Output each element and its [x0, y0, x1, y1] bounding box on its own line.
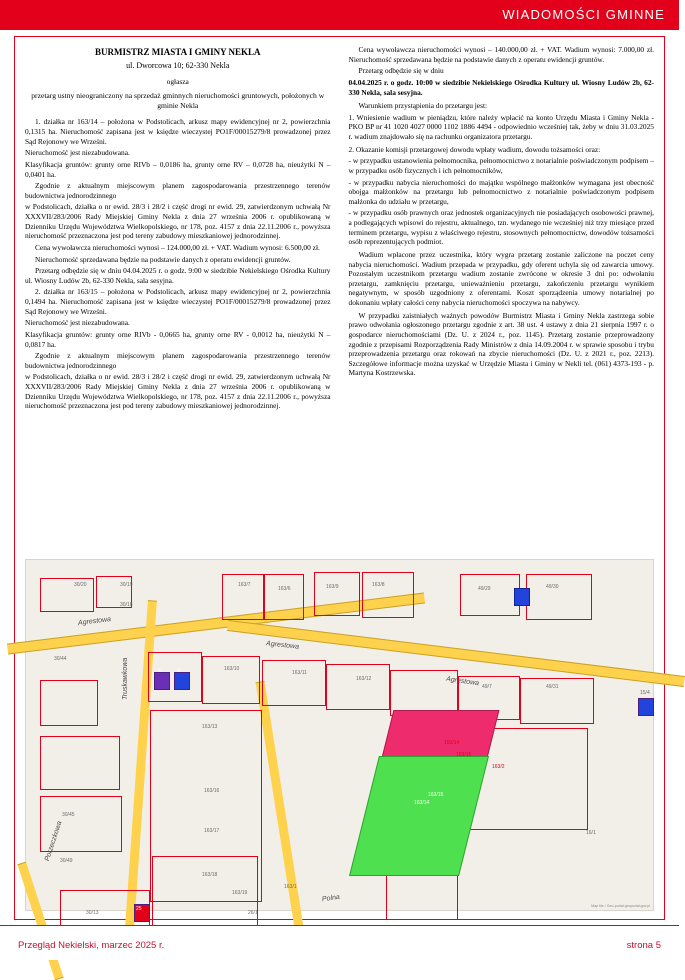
notice-paragraph: Cena wywoławcza nieruchomości wynosi – 124.000,00 zł. + VAT. Wadium wynosi: 6.500,00 zł. — [35, 242, 320, 252]
parcel-label: 163/15 — [428, 792, 444, 798]
parcel-label: 30/18 — [120, 602, 133, 608]
parcel-label: 49/31 — [546, 684, 559, 690]
notice-oglasza: ogłasza — [166, 77, 189, 87]
notice-paragraph: Warunkiem przystąpienia do przetargu jest: — [358, 101, 488, 111]
notice-paragraph: Zgodnie z aktualnym miejscowym planem zagospodarowania przestrzennego terenów budownictwa jednorodzinnego — [25, 181, 331, 200]
parcel-label: 163/10 — [224, 666, 240, 672]
parcel-label: 163/1 — [284, 884, 297, 890]
notice-paragraph: - w przypadku nabycia nieruchomości do majątku wspólnego małżonków wymagana jest obecność obojga małżonków na przetargu lub pełnomocnictwo z notarialnie poświadczonym podpisem małżonka do udziału w przetargu, — [348, 177, 654, 206]
notice-paragraph: Przetarg odbędzie się w dniu — [358, 66, 444, 76]
parcel-label: 163/12 — [356, 676, 372, 682]
road-label-truskawkowa: Truskawkowa — [122, 657, 129, 700]
parcel-outline — [264, 574, 304, 620]
parcel-label: 5 — [178, 668, 181, 674]
road-polna — [256, 681, 306, 941]
parcel-label: 30/45 — [62, 812, 75, 818]
notice-paragraph: - w przypadku ustanowienia pełnomocnika, pełnomocnictwo z notarialnie poświadczonym podpisem – w przypadku osób fizycznych i ich pełnomocników, — [348, 156, 654, 175]
footer-band — [0, 925, 679, 960]
parcel-outline — [460, 574, 520, 616]
notice-paragraph: Klasyfikacja gruntów: grunty orne RIVb - 0,0665 ha, grunty orne RV - 0,0012 ha, nieużytki N – 0,0817 ha. — [25, 329, 331, 349]
road-label-porzeczkowa: Porzeczkowa — [44, 820, 64, 863]
plot-marker-blue[interactable] — [514, 588, 530, 606]
parcel-label: 15/4 — [640, 690, 650, 696]
parcel-label: 49/29 — [478, 586, 491, 592]
notice-paragraph: - w przypadku osób prawnych oraz jednostek organizacyjnych nie posiadających osobowości prawnej, a podlegających wpisowi do rejestru, aktualnego, tzn. wydanego nie wcześniej niż trzy miesiące przed terminem przetargu, wypisu z właściwego rejestru, stosownych pełnomocnictw, dowodów tożsamości osób reprezentujących podmiot. — [348, 208, 654, 247]
notice-paragraph: Klasyfikacja gruntów: grunty orne RIVb – 0,0186 ha, grunty orne RV – 0,0728 ha, nieużytki N – 0,0401 ha. — [25, 159, 331, 179]
road-label-agrestowa-1: Agrestowa — [77, 616, 112, 627]
parcel-outline — [202, 656, 260, 704]
notice-paragraph: w Podstolicach, działka o nr ewid. 28/3 i 28/2 i część drogi nr ewid. 29, zatwierdzonym uchwałą Nr XXXVII/283/2006 Rady Miejskiej Gminy Nekla z dnia 27 września 2006 r. opublikowaną w Dzienniku Urzędu Województwa Wielkopolskiego, nr 178, poz. 4157 z dnia 22.11.2006 r., powyższa nieruchomość przeznaczona jest pod tereny zabudowy mieszkaniowej jednorodzinnej. — [25, 202, 331, 241]
plot-163-15[interactable] — [349, 756, 489, 876]
notice-paragraph: Cena wywoławcza nieruchomości wynosi – 140.000,00 zł. + VAT. Wadium wynosi: 7.000,00 zł. Nieruchomość sprzedawana będzie na podstawie danych z operatu ewidencji gruntów. — [348, 45, 654, 64]
parcel-label: 25 — [136, 906, 142, 912]
parcel-label: 4 — [158, 668, 161, 674]
notice-paragraph: 1. Wniesienie wadium w pieniądzu, które należy wpłacić na konto Urzędu Miasta i Gminy Nekla - PKO BP nr 41 1020 4027 0000 1102 1886 4494 - odpowiednio wcześniej tak, żeby w dniu 31.03.2025 r. wadium znajdowało się na rachunku organizatora przetargu. — [348, 112, 654, 141]
notice-paragraph: 2. Okazanie komisji przetargowej dowodu wpłaty wadium, dowodu tożsamości oraz: — [348, 144, 601, 154]
plot-marker-purple-1[interactable] — [154, 672, 170, 690]
notice-paragraph: 2. działka nr 163/15 – położona w Podstolicach, arkusz mapy ewidencyjnej nr 2, powierzchnia 0,1494 ha. Nieruchomość zapisana jest w księdze wieczystej PO1F/00015279/8 prowadzonej przez Sąd Rejonowy we Wrześni. — [25, 287, 331, 316]
notice-paragraph: w Podstolicach, działka o nr ewid. 28/3 i 28/2 i część drogi nr ewid. 29, zatwierdzonym uchwałą Nr XXXVII/283/2006 Rady Miejskiej Gminy Nekla z dnia 27 września 2006 r. opublikowaną w Dzienniku Urzędu Województwa Wielkopolskiego, nr 178, poz. 4157 z dnia 22.11.2006 r., powyższa nieruchomość przeznaczona jest pod tereny zabudowy mieszkaniowej jednorodzinnej. — [25, 372, 331, 411]
parcel-label: 30/49 — [60, 858, 73, 864]
parcel-label: 49/30 — [546, 584, 559, 590]
notice-paragraph: Zgodnie z aktualnym miejscowym planem zagospodarowania przestrzennego terenów budownictwa jednorodzinnego — [25, 351, 331, 370]
map-credit: Map tile / Geo-portal geoportal.gov.pl — [591, 904, 650, 908]
parcel-label: 30/13 — [86, 910, 99, 916]
parcel-label: 30/19 — [120, 582, 133, 588]
plot-label-163-14: 163/14 — [414, 800, 430, 806]
parcel-label: 163/6 — [278, 586, 291, 592]
notice-paragraph: Nieruchomość sprzedawana będzie na podstawie danych z operatu ewidencji gruntów. — [35, 254, 291, 264]
parcel-label: 49/7 — [482, 684, 492, 690]
parcel-outline — [262, 660, 326, 706]
parcel-label: 163/18 — [202, 872, 218, 878]
parcel-label: 163/16 — [204, 788, 220, 794]
parcel-outline — [526, 574, 592, 620]
notice-paragraph-bold: 04.04.2025 r. o godz. 10:00 w siedzibie Nekielskiego Ośrodka Kultury ul. Wiosny Ludów 2b, 62-330 Nekla, sala sesyjna. — [348, 77, 654, 97]
plot-marker-blue-3[interactable] — [638, 698, 654, 716]
parcel-outline — [40, 796, 122, 852]
notice-paragraph: 1. działka nr 163/14 – położona w Podstolicach, arkusz mapy ewidencyjnej nr 2, powierzchnia 0,1315 ha. Nieruchomość zapisana jest w księdze wieczystej PO1F/00015279/8 prowadzonej przez Sąd Rejonowy we Wrześni. — [25, 117, 331, 146]
footer-page-number: strona 5 — [626, 940, 661, 951]
cadastral-map[interactable] — [25, 559, 654, 916]
plot-marker-blue-2[interactable] — [174, 672, 190, 690]
notice-subtitle: ul. Dworcowa 10; 62-330 Nekla — [126, 60, 230, 70]
footer-publication: Przegląd Nekielski, marzec 2025 r. — [18, 940, 165, 951]
parcel-label: 163/19 — [232, 890, 248, 896]
notice-paragraph: Wadium wpłacone przez uczestnika, który wygra przetarg zostanie zaliczone na poczet ceny nabycia nieruchomości. Wadium przepada w przypadku, gdy oferent uchyla się od zawarcia umowy. Pozostałym uczestnikom przetargu wadium zostanie zwrócone w okresie 3 dni po: odwołaniu przetargu, zamknięciu przetargu, unieważnieniu przetargu, zakończeniu przetargu wynikiem negatywnym, w sposób uzgodniony z oferentami. Koszt sporządzenia umowy notarialnej po dokonaniu wpłaty całości ceny nabycia nieruchomości spoczywa na nabywcy. — [348, 249, 654, 307]
parcel-label: 26/1 — [248, 910, 258, 916]
notice-column-right — [349, 45, 655, 553]
parcel-label: 30/44 — [54, 656, 67, 662]
road-label-polna-2: Polna — [321, 893, 341, 904]
parcel-label: 163/13 — [202, 724, 218, 730]
plot-label-163-15: 163/15 — [456, 752, 472, 758]
header-title: WIADOMOŚCI GMINNE — [502, 7, 665, 22]
notice-frame — [14, 36, 665, 920]
notice-paragraph: W przypadku zaistniałych ważnych powodów Burmistrz Miasta i Gminy Nekla zastrzega sobie prawo odwołania ogłoszonego przetargu zgodnie z art. 38 ust. 4 ustawy z dnia 21 sierpnia 1997 r. o gospodarce nieruchomościami (Dz. U. z 2024 r., poz. 1145). Przetarg zostanie przeprowadzony zgodnie z przepisami Rozporządzenia Rady Ministrów z dnia 14.09.2004 r. w sprawie sposobu i trybu przeprowadzenia przetargu oraz rokowań na zbycie nieruchomości (Dz. U. z 2021 r., poz. 2213). Szczegółowe informacje można uzyskać w Urzędzie Miasta i Gminy w Nekli tel. (061) 4373-193 - p. Martyna Kostrzewska. — [348, 310, 654, 378]
parcel-outline — [314, 572, 360, 616]
parcel-label: 163/17 — [204, 828, 220, 834]
parcel-outline — [222, 574, 264, 620]
parcel-outline — [362, 572, 414, 618]
notice-title: BURMISTRZ MIASTA I GMINY NEKLA — [94, 47, 261, 57]
notice-column-left — [25, 45, 331, 553]
notice-paragraph: Nieruchomość jest niezabudowana. — [25, 318, 130, 328]
parcel-label: 163/11 — [292, 670, 307, 676]
parcel-label: 163/2 — [492, 764, 505, 770]
notice-columns — [25, 45, 654, 553]
parcel-label: 163/14 — [444, 740, 460, 746]
notice-paragraph: Nieruchomość jest niezabudowana. — [25, 148, 130, 158]
parcel-label: 163/9 — [326, 584, 339, 590]
parcel-outline — [326, 664, 390, 710]
parcel-outline — [40, 680, 98, 726]
notice-paragraph: Przetarg odbędzie się w dniu 04.04.2025 r. o godz. 9:00 w siedzibie Nekielskiego Ośrodka Kultury ul. Wiosny Ludów 2b, 62-330 Nekla, sala sesyjna. — [25, 266, 331, 285]
parcel-label: 16/1 — [586, 830, 596, 836]
road-label-agrestowa-3: Agrestowa — [445, 675, 480, 688]
parcel-outline — [40, 736, 120, 790]
notice-lead: przetarg ustny nieograniczony na sprzedaż gminnych nieruchomości gruntowych, położonych w gminie Nekla — [31, 90, 325, 110]
road-porzeczkowa — [17, 862, 63, 980]
parcel-label: 163/8 — [372, 582, 385, 588]
header-band — [0, 0, 679, 30]
parcel-label: 30/20 — [74, 582, 87, 588]
parcel-label: 163/7 — [238, 582, 251, 588]
road-label-agrestowa-2: Agrestowa — [265, 640, 300, 651]
